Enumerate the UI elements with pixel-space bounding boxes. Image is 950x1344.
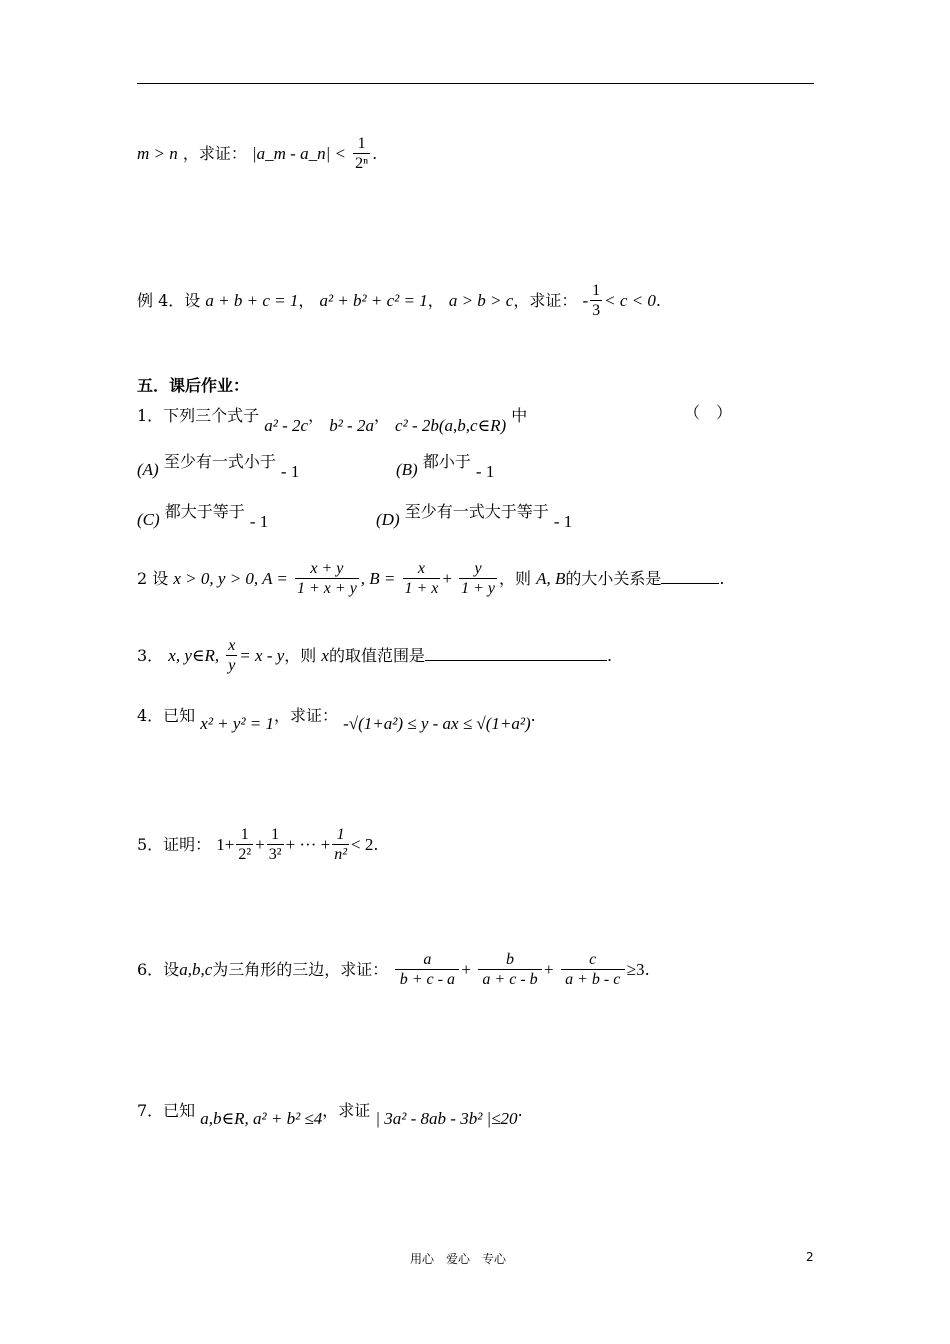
question-label: 3． xyxy=(137,645,164,665)
condition-text: m > n xyxy=(137,143,178,163)
question-3: 3． x, y∈R, $\frac{x}{y}$ = x - y，则 x的取值范围是 . xyxy=(137,637,613,675)
fraction: $\frac{1}{3}$ xyxy=(592,282,601,320)
fraction: $\frac{b}{a + c - b}$ xyxy=(478,951,542,990)
footer-motto: 用心 爱心 专心 xyxy=(410,1252,507,1266)
answer-blank xyxy=(425,646,607,661)
fraction: $\frac{c}{a + b - c}$ xyxy=(561,951,625,990)
inequality-expr: |a_m - a_n| < xyxy=(251,143,346,163)
question-label: 6．设 xyxy=(137,959,180,979)
inequality-expr: -√(1+a²) ≤ y - ax ≤ √(1+a²) xyxy=(343,714,531,733)
fraction: $\frac{y}{1 + y}$ xyxy=(461,560,495,598)
option-b: (B) 都小于 - 1 xyxy=(396,452,495,481)
option-c: (C) 都大于等于 - 1 xyxy=(137,502,269,531)
question-label: 7．已知 xyxy=(137,1101,196,1120)
option-d: (D) 至少有一式大于等于 - 1 xyxy=(376,502,573,531)
question-2: 2 设 x > 0, y > 0, A = $\frac{x + y}{1 + x + y}$ , B = $\frac{x}{1 + x}$ + $\frac{y}{1 + y}$ ，则 A, B的大小关系是 . xyxy=(137,560,725,598)
option-a: (A) 至少有一式小于 - 1 xyxy=(137,452,300,481)
question-7: 7．已知 a,b∈R, a² + b² ≤4，求证 | 3a² - 8ab - 3b² |≤20. xyxy=(137,1101,523,1128)
question-label: 2 设 xyxy=(137,568,169,588)
fraction: $\frac{a}{b + c - a}$ xyxy=(395,951,459,990)
question-label: 4．已知 xyxy=(137,706,196,725)
example-4: 例 4．设 a + b + c = 1， a² + b² + c² = 1， a > b > c，求证： - $\frac{1}{3}$ < c < 0. xyxy=(137,282,661,320)
question-1: 1．下列三个式子 a² - 2c， b² - 2a， c² - 2b(a,b,c∈R) 中 xyxy=(137,406,528,435)
fraction: $\frac{x}{y}$ xyxy=(228,637,236,675)
fraction: $\frac{1}{\text{n²}}$ xyxy=(334,826,348,864)
fraction: $\frac{1}{\text{3²}}$ xyxy=(268,826,282,864)
prove-label: 求证： xyxy=(198,143,247,163)
inequality-expr: | 3a² - 8ab - 3b² |≤20 xyxy=(375,1109,518,1128)
fraction: $\frac{x}{1 + x}$ xyxy=(404,560,439,598)
fraction: $\frac{1}{\text{2²}}$ xyxy=(238,826,252,864)
answer-blank xyxy=(661,569,719,584)
page-number: 2 xyxy=(806,1250,814,1264)
example-label: 例 4．设 xyxy=(137,290,201,310)
fragment-top: m > n ，求证： |a_m - a_n| < $\frac{1}{\text{2ⁿ}}$ . xyxy=(137,135,378,173)
section-title: 五．课后作业： xyxy=(137,376,250,395)
question-label: 5．证明： xyxy=(137,834,212,854)
question-label: 1．下列三个式子 xyxy=(137,406,260,425)
answer-paren: （ ） xyxy=(684,403,733,422)
header-rule xyxy=(137,83,814,84)
question-4: 4．已知 x² + y² = 1，求证： -√(1+a²) ≤ y - ax ≤ √(1+a²). xyxy=(137,706,536,733)
question-6: 6．设a,b,c为三角形的三边，求证： $\frac{a}{b + c - a}$ + $\frac{b}{a + c - b}$ + $\frac{c}{a + b - c}$ ≥3. xyxy=(137,951,650,989)
fraction: $\frac{x + y}{1 + x + y}$ xyxy=(297,560,357,598)
question-5: 5．证明： 1+ $\frac{1}{\text{2²}}$ + $\frac{1}{\text{3²}}$ + ··· + $\frac{1}{\text{n²}}$ < 2. xyxy=(137,826,379,864)
fraction: $\frac{1}{\text{2ⁿ}}$ xyxy=(355,135,369,173)
